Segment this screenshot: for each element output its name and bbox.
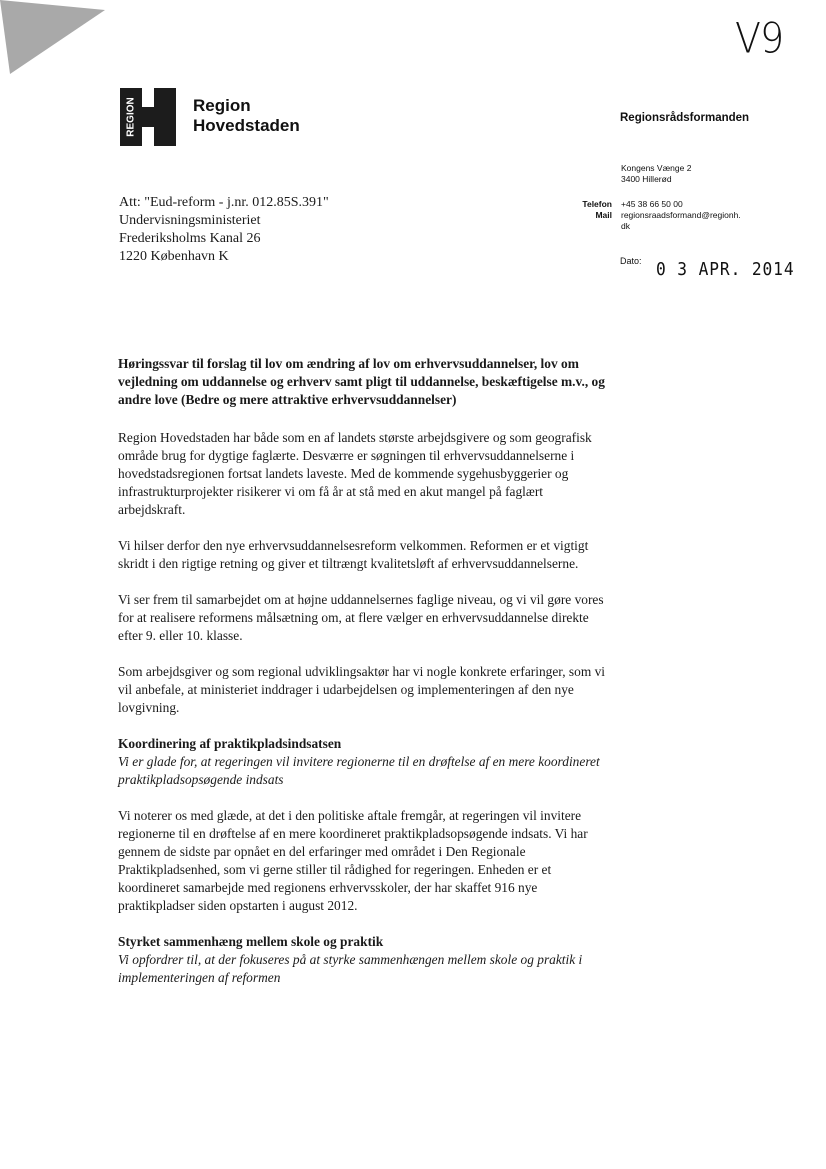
brand-name <box>193 96 300 136</box>
recipient-att: Att: "Eud-reform - j.nr. 012.85S.391" <box>119 195 329 210</box>
contact-mail-row-2 <box>548 221 771 232</box>
paragraph-4: Som arbejdsgiver og som regional udviklingsaktør har vi nogle konkrete erfaringer, som vi vil anbefale, at ministeriet inddrager i udarbejdelsen og implementeringen af den nye lovgivning. <box>118 664 605 715</box>
brand-line-2: Hovedstaden <box>193 116 300 135</box>
mail-value-cont: dk <box>621 221 630 231</box>
sender-address-street: Kongens Vænge 2 <box>621 163 692 173</box>
contact-mail-row <box>548 210 771 221</box>
sender-address <box>621 163 691 185</box>
region-hovedstaden-logo <box>120 88 176 146</box>
date-stamp: 0 3 APR. 2014 <box>656 259 795 280</box>
recipient-address <box>119 194 329 266</box>
recipient-ministry: Undervisningsministeriet <box>119 213 261 228</box>
letter-body <box>118 355 608 987</box>
section-2-lead: Vi opfordrer til, at der fokuseres på at styrke sammenhængen mellem skole og praktik i implementeringen af reformen <box>118 952 583 985</box>
contact-block <box>548 199 771 232</box>
phone-label: Telefon <box>582 199 612 209</box>
section-1-body: Vi noterer os med glæde, at det i den politiske aftale fremgår, at regeringen vil invitere regionerne til en drøftelse af en mere koordineret praktikpladsopsøgende indsats. Vi har gennem de sidste par opnået en del erfaringer med området i Den Regionale Praktikpladsenhed, som vi gerne stiller til rådighed for regeringen. Enheden er et koordineret samarbejde med regionens erhvervsskoler, der har skaffet 916 nye praktikpladser siden opstarten i august 2012. <box>118 808 588 913</box>
contact-phone-row <box>548 199 771 210</box>
recipient-street: Frederiksholms Kanal 26 <box>119 231 261 246</box>
letter-title: Høringssvar til forslag til lov om ændring af lov om erhvervsuddannelser, lov om vejledning om uddannelse og erhverv samt pligt til uddannelse, beskæftigelse m.v., og andre love (Bedre og mere attraktive erhvervsuddannelser) <box>118 356 605 407</box>
paragraph-3: Vi ser frem til samarbejdet om at højne uddannelsernes faglige niveau, og vi vil gøre vores for at realisere reformens målsætning om, at flere vælger en erhvervsuddannelse direkte efter 9. eller 10. klasse. <box>118 592 604 643</box>
handwritten-annotation: V9 <box>735 13 784 63</box>
paragraph-2: Vi hilser derfor den nye erhvervsuddannelsesreform velkommen. Reformen er et vigtigt skridt i den rigtige retning og giver et tiltrængt kvalitetsløft af erhvervsuddannelserne. <box>118 538 589 571</box>
brand-line-1: Region <box>193 96 251 115</box>
mail-value: regionsraadsformand@regionh. <box>621 210 741 220</box>
section-1-lead: Vi er glade for, at regeringen vil invitere regionerne til en drøftelse af en mere koordineret praktikpladsopsøgende indsats <box>118 754 600 787</box>
scan-corner-triangle <box>0 0 110 80</box>
phone-value: +45 38 66 50 00 <box>621 199 683 209</box>
mail-label: Mail <box>595 210 612 220</box>
paragraph-1: Region Hovedstaden har både som en af landets største arbejdsgivere og som geografisk område brug for dygtige faglærte. Desværre er søgningen til erhvervsuddannelserne i hovedstadsregionen fortsat landets laveste. Med de kommende sygehusbyggerier og infrastrukturprojekter risikerer vi om få år at stå med en akut mangel på faglært arbejdskraft. <box>118 430 592 517</box>
office-title: Regionsrådsformanden <box>620 112 750 124</box>
sender-address-city: 3400 Hillerød <box>621 174 672 184</box>
logo-vertical-text: REGION <box>125 97 137 137</box>
date-label: Dato: <box>620 256 642 266</box>
section-2-heading: Styrket sammenhæng mellem skole og praktik <box>118 934 384 949</box>
section-1-heading: Koordinering af praktikpladsindsatsen <box>118 736 342 751</box>
recipient-city: 1220 København K <box>119 249 229 264</box>
